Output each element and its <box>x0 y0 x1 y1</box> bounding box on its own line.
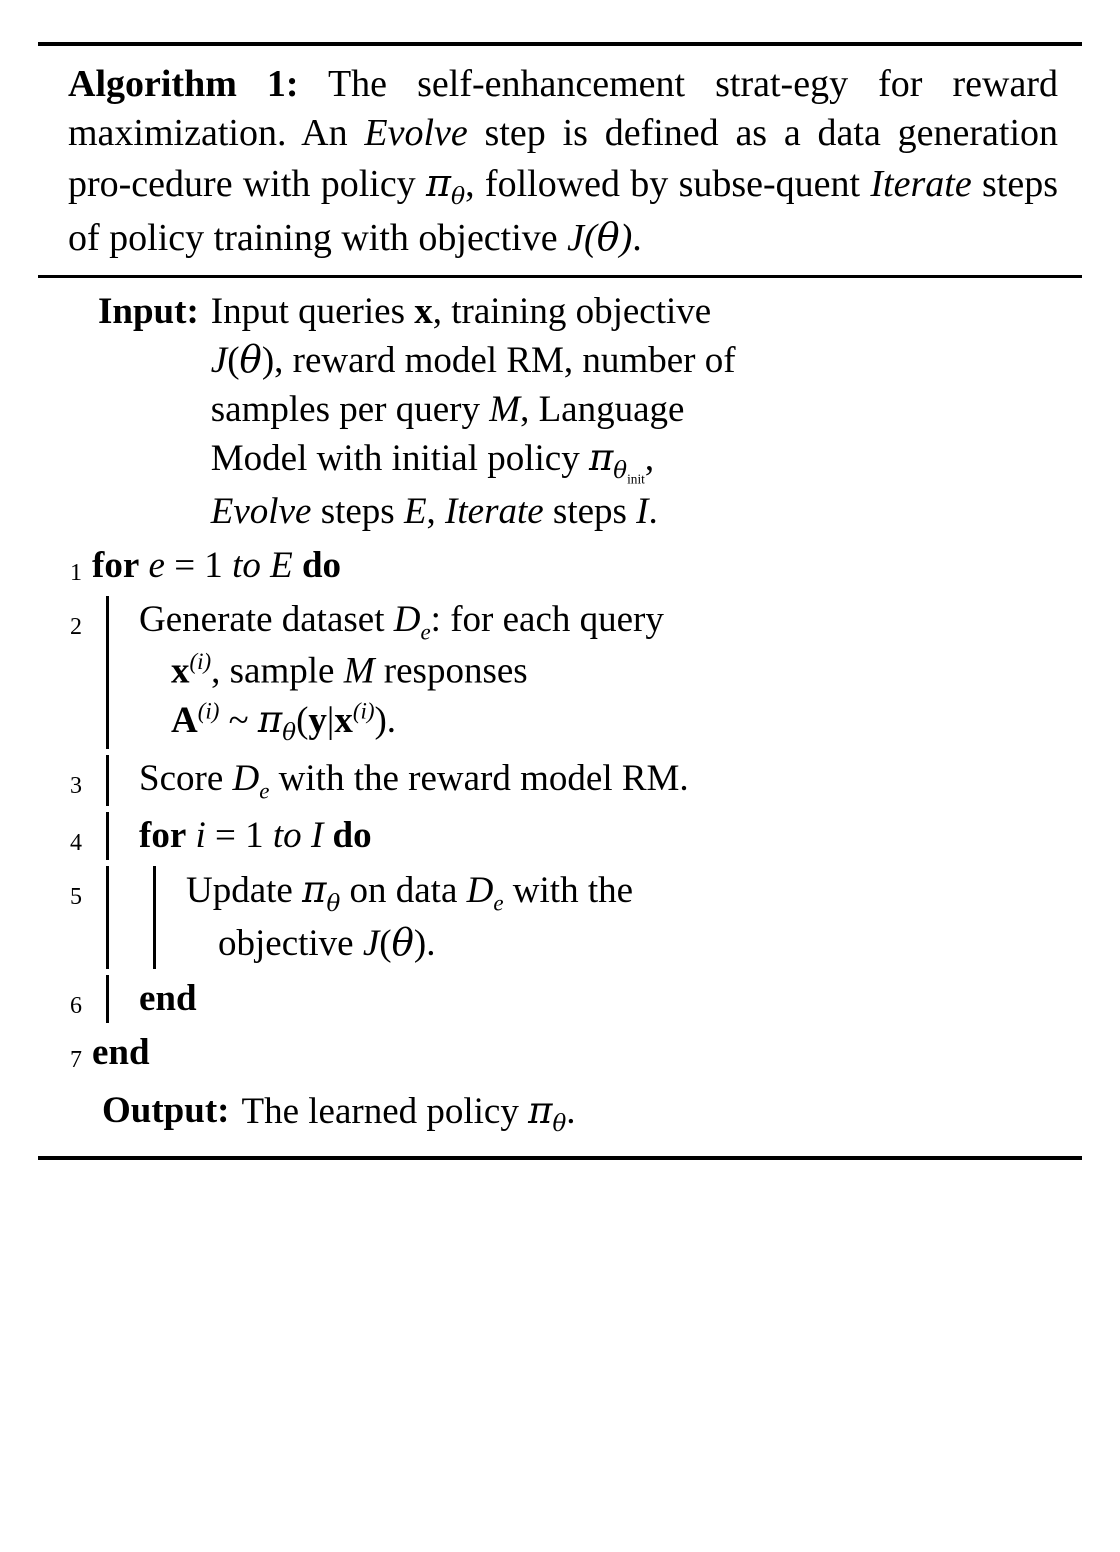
indent-guide-inner <box>153 866 156 968</box>
step-row-7 <box>46 1029 1074 1077</box>
step-number: 3 <box>70 772 82 799</box>
caption-text-2: step is defined as a data generation pro-cedure with policy <box>68 112 1059 205</box>
input-line-5: Evolve steps E, Iterate steps I. <box>210 490 658 532</box>
step-row-6 <box>46 975 1074 1023</box>
algorithm-body <box>38 278 1082 1156</box>
indent-guide <box>106 866 109 968</box>
input-text <box>211 288 1074 536</box>
step-content: Generate dataset $D_e$: for each query $x^{(i)}$, sample M responses $A^{(i)}$ ~ $\pi_\theta(y|x^{(i)})$. <box>139 599 664 747</box>
step-row-1 <box>46 542 1074 590</box>
step-number: 1 <box>70 560 82 587</box>
end-keyword: end <box>92 1031 150 1073</box>
caption-text-1: The self-enhancement strat-egy for reward maximization. An <box>68 63 1058 155</box>
caption-math-pi-theta: $\pi_\theta$ <box>425 160 466 211</box>
step-content <box>139 975 1074 1023</box>
input-line-4: Model with initial policy $\pi_{\theta_{init}}$, <box>210 435 655 487</box>
indent-guide <box>106 596 109 749</box>
input-line-1: Input queries x, training objective <box>210 291 712 333</box>
indent-guide <box>106 755 109 806</box>
step-number: 7 <box>70 1046 82 1073</box>
step-number: 6 <box>70 992 82 1019</box>
step-content <box>92 1029 1074 1077</box>
input-label: Input: <box>98 291 199 333</box>
output-row <box>46 1087 1074 1140</box>
step-content: for i = 1 to I do <box>139 815 372 857</box>
bottom-rule <box>38 1156 1082 1160</box>
step-content: Update $\pi_\theta$ on data $D_e$ with the objective J(θ). <box>186 868 634 965</box>
caption-em-iterate: Iterate <box>870 162 972 205</box>
input-line-3: samples per query M, Language <box>210 388 685 430</box>
input-row <box>46 288 1074 536</box>
step-number: 5 <box>70 884 82 911</box>
caption-math-objective: J(θ) <box>567 215 633 259</box>
output-label: Output: <box>102 1089 230 1131</box>
step-content: Score $D_e$ with the reward model RM. <box>139 757 689 804</box>
step-row-2 <box>46 596 1074 749</box>
algorithm-block <box>38 42 1082 1160</box>
indent-guide <box>106 975 109 1023</box>
output-text: The learned policy $\pi_\theta$. <box>241 1088 576 1138</box>
indent-guide <box>106 812 109 860</box>
input-line-2: J(θ), reward model RM, number of <box>210 338 736 382</box>
caption-em-evolve: Evolve <box>364 112 468 155</box>
step-number: 2 <box>70 614 82 641</box>
step-row-3 <box>46 755 1074 806</box>
end-keyword: end <box>139 977 197 1019</box>
step-row-4 <box>46 812 1074 860</box>
algorithm-caption <box>38 46 1082 275</box>
caption-text-4: steps of policy training with objective <box>68 162 1058 259</box>
step-number: 4 <box>70 830 82 857</box>
algorithm-label: Algorithm 1: <box>68 63 299 105</box>
caption-text-3: , followed by subse-quent <box>465 162 871 205</box>
step-row-5 <box>46 866 1074 968</box>
caption-text-5: . <box>632 217 642 259</box>
step-content: for e = 1 to E do <box>92 545 342 587</box>
